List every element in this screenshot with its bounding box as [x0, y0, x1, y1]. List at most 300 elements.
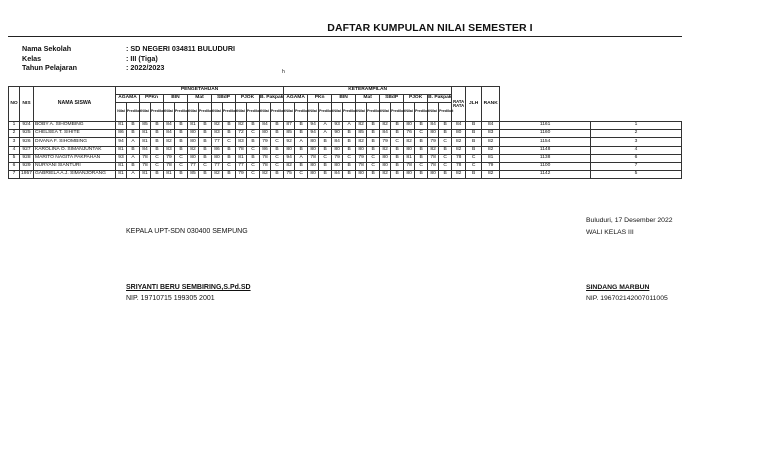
right-signer-nip: NIP. 196702142007011005 [586, 295, 668, 302]
cell-jlh: 1160 [500, 130, 591, 138]
cell-nilai: 80 [212, 154, 223, 162]
cell-nilai: 80 [188, 130, 199, 138]
predikat-header: Predikat [223, 103, 236, 122]
cell-nilai: 84 [260, 122, 271, 130]
cell-predikat: C [247, 146, 260, 154]
cell-nilai: 77 [212, 162, 223, 170]
info-value: : 2022/2023 [126, 63, 165, 72]
cell-nilai: 84 [164, 122, 175, 130]
header-jlh: JLH [466, 87, 482, 122]
cell-predikat: B [151, 171, 164, 179]
nilai-header: Nilai [140, 103, 151, 122]
nilai-header: Nilai [236, 103, 247, 122]
cell-predikat: C [175, 154, 188, 162]
right-signer-title: WALI KELAS III [586, 229, 634, 236]
grades-table-body [9, 122, 682, 179]
cell-predikat: B [151, 146, 164, 154]
cell-nilai: 84 [428, 122, 439, 130]
cell-predikat: B [319, 171, 332, 179]
cell-rata-rata: 82 [482, 146, 500, 154]
cell-predikat: B [391, 130, 404, 138]
cell-nilai: 80 [428, 130, 439, 138]
cell-nilai: 77 [188, 162, 199, 170]
cell-predikat: B [343, 130, 356, 138]
cell-predikat: B [343, 162, 356, 170]
predikat-header: Predikat [391, 103, 404, 122]
cell-predikat: B [175, 138, 188, 146]
cell-nilai: 80 [260, 130, 271, 138]
cell-nis: 929 [20, 162, 34, 170]
cell-nilai: 78 [428, 162, 439, 170]
subject-header: PKn [308, 95, 332, 103]
cell-predikat: B [199, 130, 212, 138]
cell-nilai: 78 [404, 162, 415, 170]
cell-predikat: B [223, 146, 236, 154]
cell-nilai: 80 [404, 122, 415, 130]
grades-table [8, 86, 682, 179]
cell-student-name: NURYANI SIANTURI [34, 162, 116, 170]
cell-predikat: C [151, 162, 164, 170]
cell-nilai: 80 [380, 154, 391, 162]
info-label: Kelas [22, 53, 42, 63]
cell-nilai: 78 [260, 154, 271, 162]
cell-nilai: 82 [380, 122, 391, 130]
cell-nilai: 93 [332, 122, 343, 130]
cell-nilai: 86 [116, 130, 127, 138]
cell-nilai: 75 [284, 171, 295, 179]
cell-nilai: 79 [260, 138, 271, 146]
cell-nilai: 92 [284, 138, 295, 146]
cell-rank: 3 [591, 138, 682, 146]
signature-date: Buluduri, 17 Desember 2022 [586, 217, 673, 224]
stray-mark: h [282, 69, 285, 75]
cell-predikat: B [415, 122, 428, 130]
cell-predikat: B [439, 171, 452, 179]
nilai-header: Nilai [188, 103, 199, 122]
cell-nilai: 82 [452, 146, 466, 154]
cell-nilai: 82 [452, 171, 466, 179]
cell-nilai: 81 [116, 162, 127, 170]
cell-nilai: 80 [284, 146, 295, 154]
info-value: : SD NEGERI 034811 BULUDURI [126, 44, 236, 53]
cell-nilai: 83 [236, 138, 247, 146]
table-row [9, 162, 682, 170]
left-signer-name: SRIYANTI BERU SEMBIRING,S.Pd.SD [126, 284, 251, 291]
cell-student-name: MARITO NAGITA PAKPAHAN [34, 154, 116, 162]
cell-nilai: 79 [428, 138, 439, 146]
cell-predikat: B [199, 138, 212, 146]
cell-predikat: C [367, 162, 380, 170]
cell-predikat: C [466, 162, 482, 170]
cell-nilai: 94 [308, 130, 319, 138]
cell-nilai: 86 [212, 146, 223, 154]
cell-predikat: B [247, 154, 260, 162]
cell-predikat: B [271, 171, 284, 179]
cell-nilai: 81 [404, 154, 415, 162]
cell-nilai: 79 [236, 171, 247, 179]
cell-rank: 2 [591, 130, 682, 138]
cell-no: 3 [9, 138, 20, 146]
cell-predikat: B [151, 138, 164, 146]
cell-nilai: 94 [308, 122, 319, 130]
cell-nilai: 82 [164, 138, 175, 146]
cell-nilai: 90 [332, 130, 343, 138]
cell-predikat: C [415, 130, 428, 138]
cell-nilai: 94 [116, 138, 127, 146]
predikat-header: Predikat [151, 103, 164, 122]
cell-nilai: 78 [164, 162, 175, 170]
cell-predikat: B [466, 146, 482, 154]
cell-predikat: B [367, 122, 380, 130]
cell-predikat: B [367, 138, 380, 146]
cell-predikat: B [391, 162, 404, 170]
predikat-header: Predikat [295, 103, 308, 122]
header-no: NO [9, 87, 20, 122]
cell-rank: 1 [591, 122, 682, 130]
table-row [9, 171, 682, 179]
cell-student-name: GABRIELA A.J. SIMANJORANG [34, 171, 116, 179]
cell-predikat: B [151, 130, 164, 138]
cell-jlh: 1154 [500, 138, 591, 146]
predikat-header: Predikat [343, 103, 356, 122]
cell-predikat: C [271, 138, 284, 146]
cell-nilai: 87 [284, 122, 295, 130]
cell-nilai: 80 [428, 171, 439, 179]
cell-nilai: 81 [116, 146, 127, 154]
predikat-header: Predikat [367, 103, 380, 122]
header-keterampilan: KETERAMPILAN [284, 87, 452, 95]
cell-predikat: B [223, 122, 236, 130]
cell-nilai: 85 [140, 122, 151, 130]
info-label: Nama Sekolah [22, 44, 72, 53]
cell-predikat: B [223, 171, 236, 179]
cell-predikat: C [247, 162, 260, 170]
cell-student-name: DIVANA F. SIHOMBING [34, 138, 116, 146]
cell-nilai: 79 [380, 138, 391, 146]
cell-predikat: C [271, 154, 284, 162]
cell-nilai: 78 [452, 162, 466, 170]
cell-predikat: B [151, 122, 164, 130]
cell-predikat: B [271, 146, 284, 154]
cell-rata-rata: 83 [482, 130, 500, 138]
predikat-header: Predikat [319, 103, 332, 122]
subject-header: AGAMA [284, 95, 308, 103]
cell-nis: 926 [20, 138, 34, 146]
left-signer-title: KEPALA UPT-SDN 030400 SEMPUNG [126, 228, 248, 235]
cell-student-name: BOBY A. SIHOMBING [34, 122, 116, 130]
cell-predikat: B [343, 171, 356, 179]
cell-predikat: C [295, 171, 308, 179]
cell-predikat: A [343, 122, 356, 130]
cell-nilai: 78 [260, 162, 271, 170]
cell-nilai: 80 [188, 154, 199, 162]
cell-predikat: C [247, 171, 260, 179]
cell-jlh: 1100 [500, 162, 591, 170]
cell-no: 5 [9, 154, 20, 162]
cell-predikat: C [466, 154, 482, 162]
header-rank: RANK [482, 87, 500, 122]
predikat-header: Predikat [271, 103, 284, 122]
cell-nilai: 81 [116, 171, 127, 179]
cell-predikat: B [199, 146, 212, 154]
cell-rank: 5 [591, 171, 682, 179]
cell-predikat: B [391, 122, 404, 130]
cell-nilai: 82 [236, 122, 247, 130]
cell-nilai: 80 [452, 130, 466, 138]
cell-predikat: B [319, 138, 332, 146]
cell-nilai: 82 [260, 171, 271, 179]
cell-nilai: 81 [188, 122, 199, 130]
cell-nilai: 82 [356, 122, 367, 130]
cell-predikat: B [367, 171, 380, 179]
cell-predikat: B [295, 130, 308, 138]
cell-predikat: B [247, 122, 260, 130]
cell-predikat: C [151, 154, 164, 162]
cell-nilai: 82 [284, 162, 295, 170]
cell-predikat: C [367, 154, 380, 162]
cell-nilai: 94 [284, 154, 295, 162]
header-rata-rata: RATA RATA [452, 87, 466, 122]
predikat-header: Predikat [175, 103, 188, 122]
cell-nilai: 93 [116, 154, 127, 162]
predikat-header: Predikat [439, 103, 452, 122]
nilai-header: Nilai [116, 103, 127, 122]
cell-nilai: 80 [404, 171, 415, 179]
subject-header: Mat [356, 95, 380, 103]
cell-jlh: 1161 [500, 122, 591, 130]
cell-predikat: B [295, 146, 308, 154]
cell-predikat: C [439, 138, 452, 146]
cell-nilai: 79 [356, 154, 367, 162]
predikat-header: Predikat [127, 103, 140, 122]
cell-nis: 924 [20, 122, 34, 130]
cell-jlh: 1148 [500, 146, 591, 154]
cell-nilai: 81 [140, 171, 151, 179]
cell-predikat: A [127, 154, 140, 162]
cell-predikat: B [295, 122, 308, 130]
cell-nilai: 77 [236, 162, 247, 170]
cell-nilai: 77 [212, 138, 223, 146]
cell-predikat: B [319, 162, 332, 170]
cell-nilai: 80 [404, 146, 415, 154]
cell-nilai: 79 [332, 154, 343, 162]
cell-nilai: 85 [284, 130, 295, 138]
cell-nilai: 82 [212, 122, 223, 130]
cell-nilai: 84 [140, 146, 151, 154]
cell-predikat: B [295, 162, 308, 170]
predikat-header: Predikat [199, 103, 212, 122]
cell-nilai: 81 [164, 171, 175, 179]
cell-predikat: C [199, 162, 212, 170]
cell-predikat: B [367, 130, 380, 138]
cell-student-name: CHELSEA T. SIHITE [34, 130, 116, 138]
cell-nilai: 84 [380, 130, 391, 138]
cell-nilai: 82 [428, 146, 439, 154]
cell-nilai: 76 [404, 130, 415, 138]
header-pengetahuan: PENGETAHUAN [116, 87, 284, 95]
cell-predikat: B [343, 138, 356, 146]
cell-nilai: 85 [356, 130, 367, 138]
header-nis: NIS [20, 87, 34, 122]
cell-nilai: 78 [428, 154, 439, 162]
cell-nilai: 80 [308, 138, 319, 146]
cell-predikat: B [127, 162, 140, 170]
subject-header: PPKn [140, 95, 164, 103]
cell-predikat: B [223, 154, 236, 162]
cell-predikat: B [319, 146, 332, 154]
cell-predikat: C [247, 130, 260, 138]
cell-nilai: 82 [212, 171, 223, 179]
document-title: DAFTAR KUMPULAN NILAI SEMESTER I [327, 22, 533, 34]
subject-header: BIN [164, 95, 188, 103]
cell-nis: 927 [20, 146, 34, 154]
cell-no: 7 [9, 171, 20, 179]
cell-predikat: B [175, 130, 188, 138]
cell-nilai: 84 [332, 138, 343, 146]
cell-predikat: B [367, 146, 380, 154]
cell-predikat: C [223, 138, 236, 146]
cell-rata-rata: 81 [482, 154, 500, 162]
cell-predikat: A [295, 138, 308, 146]
cell-nilai: 80 [356, 171, 367, 179]
nilai-header: Nilai [380, 103, 391, 122]
cell-nilai: 82 [380, 146, 391, 154]
info-value: : III (Tiga) [126, 53, 158, 63]
header-nama: NAMA SISWA [34, 87, 116, 122]
cell-nilai: 84 [164, 130, 175, 138]
cell-predikat: B [415, 171, 428, 179]
cell-nilai: 80 [332, 162, 343, 170]
subject-header: B. Pakpak [428, 95, 452, 103]
cell-nilai: 84 [332, 171, 343, 179]
cell-nilai: 83 [164, 146, 175, 154]
cell-nilai: 78 [140, 154, 151, 162]
subject-header: AGAMA [116, 95, 140, 103]
cell-nilai: 82 [380, 171, 391, 179]
cell-predikat: B [199, 154, 212, 162]
cell-predikat: B [223, 130, 236, 138]
cell-nilai: 84 [452, 122, 466, 130]
nilai-header: Nilai [428, 103, 439, 122]
cell-predikat: B [391, 171, 404, 179]
cell-nilai: 81 [140, 130, 151, 138]
cell-rata-rata: 82 [482, 138, 500, 146]
cell-nilai: 78 [140, 162, 151, 170]
cell-predikat: A [295, 154, 308, 162]
cell-no: 6 [9, 162, 20, 170]
cell-nilai: 80 [356, 146, 367, 154]
cell-predikat: B [415, 154, 428, 162]
cell-predikat: B [127, 122, 140, 130]
cell-rata-rata: 84 [482, 122, 500, 130]
cell-predikat: C [439, 162, 452, 170]
cell-predikat: B [391, 154, 404, 162]
cell-no: 1 [9, 122, 20, 130]
cell-nilai: 79 [164, 154, 175, 162]
cell-predikat: B [439, 146, 452, 154]
cell-no: 4 [9, 146, 20, 154]
left-signer-nip: NIP. 19710715 199305 2001 [126, 295, 215, 302]
cell-predikat: C [271, 162, 284, 170]
cell-predikat: B [466, 171, 482, 179]
cell-nilai: 82 [404, 138, 415, 146]
table-row [9, 146, 682, 154]
cell-predikat: B [466, 138, 482, 146]
cell-predikat: B [466, 122, 482, 130]
cell-predikat: B [415, 146, 428, 154]
cell-nilai: 83 [212, 130, 223, 138]
cell-nilai: 82 [452, 138, 466, 146]
cell-rank: 4 [591, 146, 682, 154]
cell-predikat: B [199, 122, 212, 130]
cell-predikat: B [175, 122, 188, 130]
cell-nilai: 78 [356, 162, 367, 170]
cell-nilai: 80 [332, 146, 343, 154]
cell-student-name: KAROLINA O. SIMANJUNTAK [34, 146, 116, 154]
cell-predikat: C [415, 162, 428, 170]
cell-nilai: 81 [116, 122, 127, 130]
cell-predikat: B [127, 146, 140, 154]
cell-predikat: C [439, 154, 452, 162]
cell-predikat: B [391, 146, 404, 154]
cell-nis: 925 [20, 130, 34, 138]
info-label: Tahun Pelajaran [22, 63, 77, 72]
cell-nilai: 81 [236, 154, 247, 162]
cell-nilai: 80 [308, 162, 319, 170]
cell-nilai: 80 [308, 146, 319, 154]
cell-predikat: B [247, 138, 260, 146]
nilai-header: Nilai [260, 103, 271, 122]
table-row [9, 138, 682, 146]
predikat-header: Predikat [415, 103, 428, 122]
nilai-header: Nilai [212, 103, 223, 122]
cell-nilai: 82 [356, 138, 367, 146]
cell-jlh: 1142 [500, 171, 591, 179]
nilai-header: Nilai [332, 103, 343, 122]
cell-predikat: B [175, 146, 188, 154]
cell-predikat: C [319, 154, 332, 162]
nilai-header: Nilai [308, 103, 319, 122]
cell-rank: 7 [591, 162, 682, 170]
cell-predikat: B [175, 171, 188, 179]
nilai-header: Nilai [284, 103, 295, 122]
right-signer-name: SINDANG MARBUN [586, 284, 650, 291]
cell-nilai: 85 [188, 171, 199, 179]
cell-rata-rata: 82 [482, 171, 500, 179]
cell-predikat: A [319, 122, 332, 130]
subject-header: Mat [188, 95, 212, 103]
header-row-groups [9, 87, 682, 95]
cell-predikat: B [466, 130, 482, 138]
cell-nis: 1957 [20, 171, 34, 179]
cell-predikat: B [199, 171, 212, 179]
cell-predikat: A [127, 171, 140, 179]
cell-nilai: 72 [236, 130, 247, 138]
cell-nilai: 78 [308, 154, 319, 162]
cell-nis: 928 [20, 154, 34, 162]
grades-table-header [9, 87, 682, 122]
cell-nilai: 78 [236, 146, 247, 154]
cell-predikat: B [271, 122, 284, 130]
cell-predikat: B [343, 146, 356, 154]
predikat-header: Predikat [247, 103, 260, 122]
cell-predikat: B [439, 130, 452, 138]
cell-predikat: C [391, 138, 404, 146]
subject-header: PJOK [236, 95, 260, 103]
subject-header: PJOK [404, 95, 428, 103]
cell-nilai: 81 [140, 138, 151, 146]
nilai-header: Nilai [356, 103, 367, 122]
